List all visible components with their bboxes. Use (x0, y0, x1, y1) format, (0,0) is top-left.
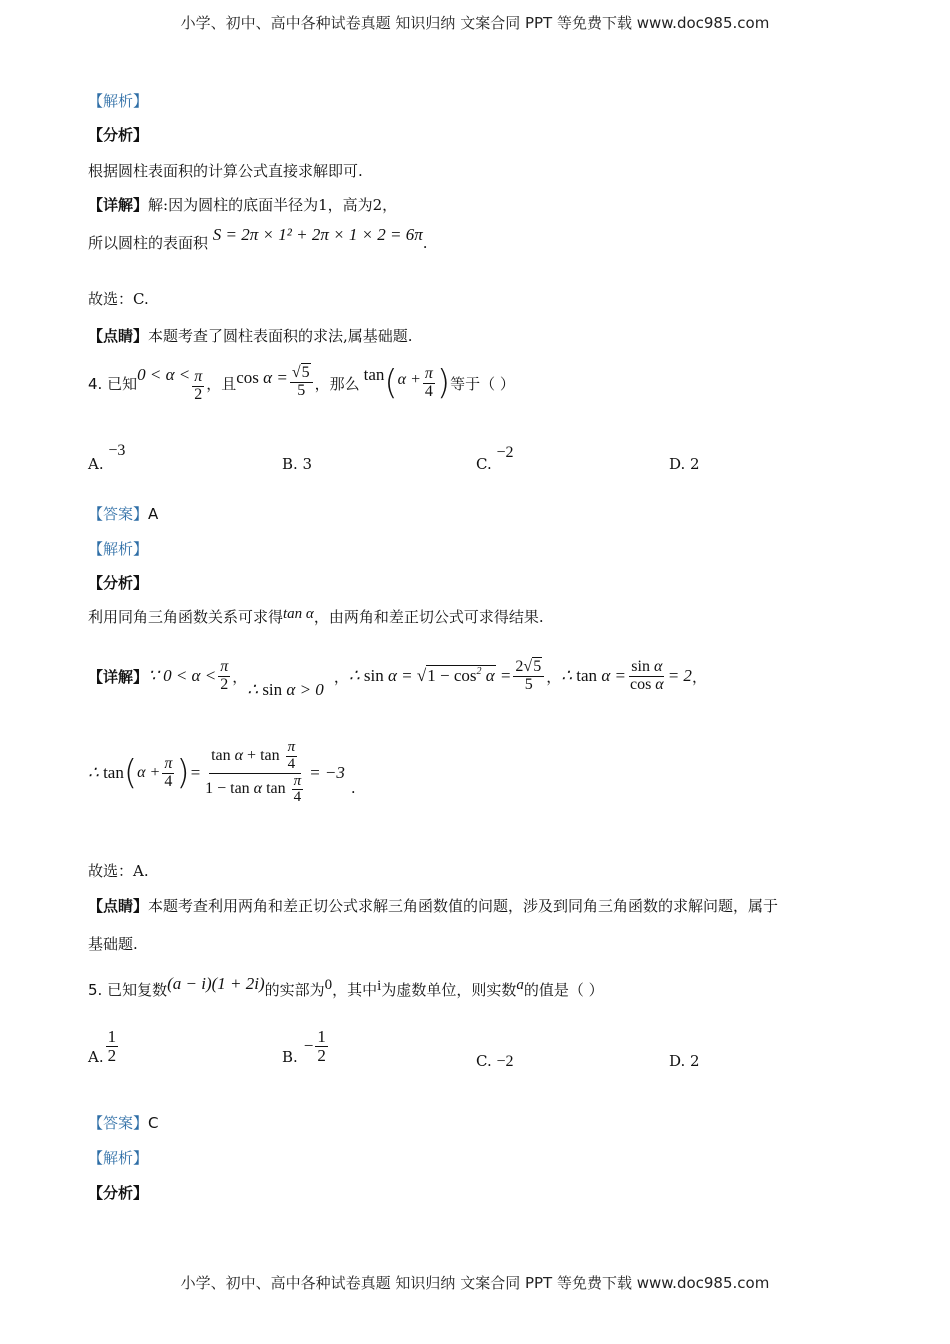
q4-fenxi-line (88, 606, 544, 627)
q4-stem-suffix: 等于（ ） (450, 374, 515, 393)
q5-option-c-value: −2 (496, 1053, 514, 1070)
q4-paren-left: ( (384, 363, 398, 403)
q5-answer-tag: 【答案】 (88, 1114, 149, 1132)
q4-jiexi-tag: 【解析】 (88, 540, 149, 558)
q4-answer-value: A (148, 505, 159, 523)
q3-guxuan: 故选：C. (88, 290, 149, 308)
q5-jiexi-tag: 【解析】 (88, 1149, 149, 1167)
q4-cond2: cos α = (236, 368, 288, 387)
q4-fenxi-text-b: ，由两角和差正切公式可求得结果. (313, 608, 544, 626)
q5-option-a-value: $\frac{1}{2}$ (107, 1026, 117, 1065)
page-footer: 小学、初中、高中各种试卷真题 知识归纳 文案合同 PPT 等免费下载 www.doc985.com (180, 1274, 770, 1292)
q5-option-d: D. 2 (669, 1052, 700, 1070)
q4-step2: ∴ tan ( α + $\frac{\pi}{4}$ ) = tan α + tan $\frac{\pi}{4}$ 1 − tan α tan $\frac{\pi}{4}$ = −3 . (88, 739, 356, 806)
q5-option-b: B. − $\frac{1}{2}$ (282, 1026, 326, 1066)
q4-dianjing-text-2: 基础题. (88, 935, 138, 953)
q3-area-line: 所以圆柱的表面积 S = 2π × 1² + 2π × 1 × 2 = 6π. (88, 225, 428, 252)
q5-expr: (a − i)(1 + 2i) (167, 974, 265, 993)
q4-option-a (88, 442, 126, 474)
q3-dianjing-text: 本题考查了圆柱表面积的求法,属基础题. (148, 327, 413, 345)
q4-option-c-label: C. (476, 455, 492, 473)
q5-answer (88, 1112, 159, 1133)
q3-xiangjie-text: 解:因为圆柱的底面半径为1，高为2， (148, 196, 398, 214)
q4-fenxi-tag: 【分析】 (88, 574, 149, 592)
q5-answer-value: C (148, 1114, 159, 1132)
q4-target-frac: $\frac{\pi}{4}$ (424, 364, 433, 400)
q4-target: tan (363, 365, 385, 384)
page-header: 小学、初中、高中各种试卷真题 知识归纳 文案合同 PPT 等免费下载 www.doc985.com (180, 14, 770, 32)
q4-option-b: B. 3 (282, 455, 313, 473)
q4-dianjing-text-1: 本题考查利用两角和差正切公式求解三角函数值的问题，涉及到同角三角函数的求解问题，属于 (148, 897, 779, 915)
q3-xiangjie-tag: 【详解】 (88, 196, 149, 214)
q4-guxuan: 故选：A. (88, 862, 149, 880)
q4-qie: ，且 (206, 374, 237, 393)
q4-answer (88, 503, 158, 524)
q5-stem-prefix: 5. 已知复数 (88, 980, 168, 999)
q5-zero: 0 (324, 976, 333, 993)
q5-i: i (377, 977, 382, 994)
q5-stem-mid2: ，其中 (332, 980, 378, 999)
q3-area-prefix: 所以圆柱的表面积 (88, 234, 209, 252)
q4-xiangjie-tag: 【详解】 (88, 667, 149, 686)
q4-cond1-frac: $\frac{\pi}{2}$ (194, 367, 203, 403)
q4-fenxi-text-a: 利用同角三角函数关系可求得 (88, 608, 284, 626)
q5-option-b-value: $\frac{1}{2}$ (317, 1026, 326, 1065)
q3-area-formula: S = 2π × 1² + 2π × 1 × 2 = 6π (212, 225, 423, 244)
q5-option-a (88, 1026, 120, 1066)
q4-dianjing (88, 895, 778, 916)
q5-stem (88, 972, 604, 1006)
q5-option-a-label: A. (88, 1048, 104, 1066)
q5-a: a (516, 976, 524, 993)
q4-cond1: 0 < α < (137, 365, 191, 384)
q4-option-a-value: −3 (108, 442, 126, 459)
q3-dianjing-tag: 【点睛】 (88, 327, 149, 345)
q4-name: ，那么 (314, 374, 360, 393)
q5-stem-mid1: 的实部为 (264, 980, 325, 999)
q4-stem-prefix: 4. 已知 (88, 374, 138, 393)
q4-option-d: D. 2 (669, 455, 700, 473)
q4-option-a-label: A. (88, 455, 104, 473)
q3-jiexi-tag: 【解析】 (88, 92, 149, 110)
q5-option-c-label: C. (476, 1052, 492, 1070)
q4-paren-right: ) (436, 363, 451, 403)
q3-fenxi-text: 根据圆柱表面积的计算公式直接求解即可. (88, 162, 363, 180)
q4-target-inner: α + (397, 371, 421, 388)
q4-step1: 【详解】 ∵ 0 < α < $\frac{\pi}{2}$ ， ∴ sin α > 0 ， ∴ $\sin \alpha = √1 - \cos^2 \alpha$ = $\frac{2√5}{5}$ ， ∴ tan α = $\frac{\text{sin α}}{\text{cos α}}$ = 2 ， (88, 657, 707, 699)
q5-stem-suffix: 的值是（ ） (523, 980, 604, 999)
q5-option-c (476, 1052, 514, 1071)
q3-dianjing (88, 325, 413, 346)
q4-option-c-value: −2 (496, 444, 514, 461)
q4-dianjing-tag: 【点睛】 (88, 897, 149, 915)
q4-answer-tag: 【答案】 (88, 505, 149, 523)
q3-xiangjie (88, 194, 397, 215)
q5-stem-mid3: 为虚数单位，则实数 (381, 980, 517, 999)
q4-fenxi-math: tan α (283, 606, 314, 622)
q4-cond2-frac: $\frac{√5}{5}$ (290, 365, 313, 400)
q4-stem (88, 358, 515, 408)
q5-fenxi-tag: 【分析】 (88, 1184, 149, 1202)
q4-option-c (476, 444, 514, 474)
q5-option-b-label: B. (282, 1048, 298, 1066)
q3-fenxi-tag: 【分析】 (88, 126, 149, 144)
